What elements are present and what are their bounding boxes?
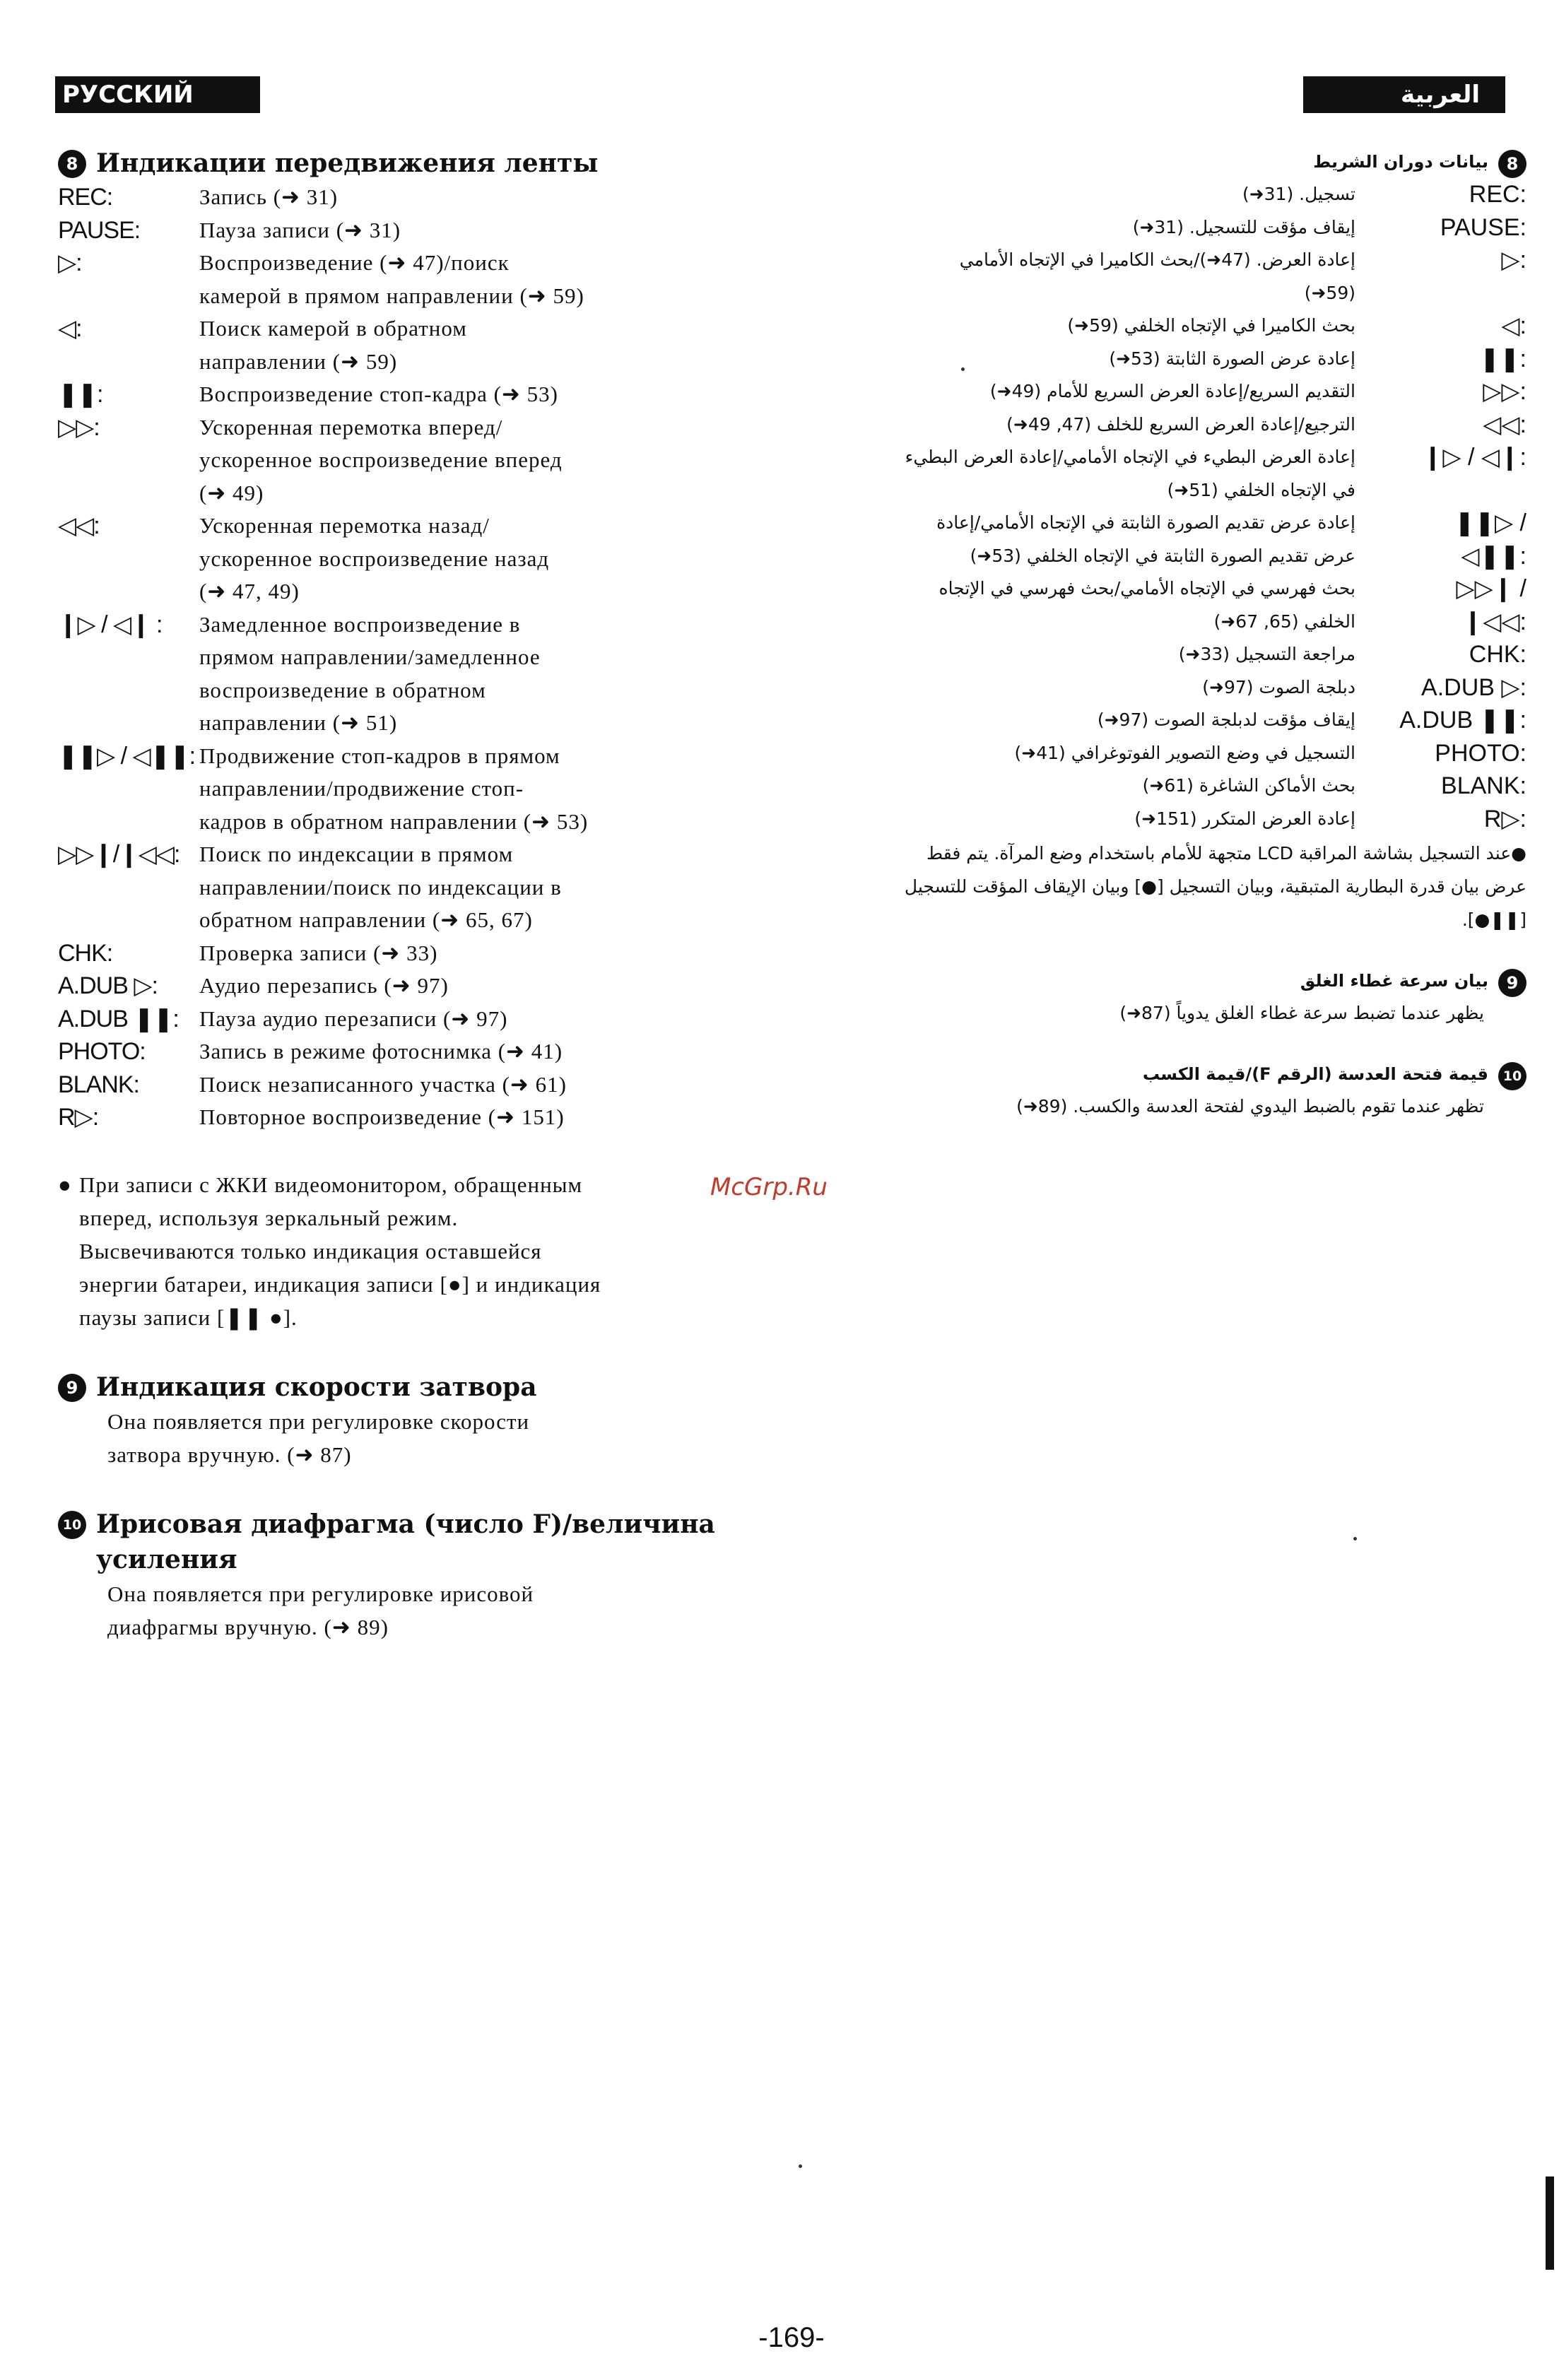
ar-tape-indicator-list [806,178,1526,835]
russian-column [58,146,772,1644]
indicator-description [806,375,1387,408]
description-line: إعادة عرض الصورة الثابتة (53➜) [1109,348,1355,369]
ar-section-8-title: بيانات دوران الشريط [1313,152,1488,172]
indicator-row [806,211,1526,245]
description-line: Поиск по индексации в прямом [199,842,514,866]
description-line: воспроизведение в обратном [199,677,486,702]
indicator-row [58,509,772,608]
description-line: обратном направлении (➜ 65, 67) [199,907,533,932]
indicator-description [199,937,772,970]
indicator-row [806,737,1526,770]
description-line: التقديم السريع/إعادة العرض السريع للأمام (49➜) [989,381,1355,401]
indicator-description [806,408,1387,442]
body-line: диафрагмы вручную. (➜ 89) [107,1614,389,1639]
description-line: Замедленное воспроизведение в [199,611,521,637]
indicator-symbol: ❙▷ / ◁❙: [1422,444,1526,471]
indicator-symbol: ◁◁: [58,512,100,539]
indicator-description [806,178,1387,211]
description-line: بحث الكاميرا في الإتجاه الخلفي (59➜) [1067,315,1355,336]
indicator-row [806,244,1526,310]
scan-speck [1353,1537,1357,1540]
section-number-9: 9 [1498,969,1526,997]
indicator-row [58,838,772,937]
indicator-row [58,970,772,1003]
description-line: Поиск незаписанного участка (➜ 61) [199,1071,567,1097]
indicator-row [58,1003,772,1036]
body-line: Она появляется при регулировке скорости [107,1408,530,1434]
section-number-9: 9 [58,1374,86,1402]
indicator-symbol: PAUSE: [58,216,141,244]
indicator-row [806,803,1526,836]
indicator-description [199,1101,772,1134]
indicator-description [199,509,772,608]
indicator-row [58,608,772,740]
indicator-symbol: ▷▷: [1483,378,1526,405]
indicator-row [806,441,1526,507]
description-line: بحث الأماكن الشاغرة (61➜) [1142,775,1355,796]
note-line: ●عند التسجيل بشاشة المراقبة LCD متجهة للأمام باستخدام وضع المرآة. يتم فقط [926,843,1526,864]
ar-section-9-title: بيان سرعة غطاء الغلق [1300,971,1488,991]
indicator-row [806,770,1526,803]
note-line: паузы записи [❚❚ ●]. [79,1304,298,1330]
indicator-row [58,181,772,214]
section-8-heading [58,146,772,181]
scan-speck [799,2164,802,2168]
indicator-symbol: R▷: [58,1104,99,1131]
indicator-symbol: ▷▷: [58,413,100,441]
indicator-row [58,1035,772,1068]
description-line: بحث فهرسي في الإتجاه الأمامي/بحث فهرسي في الإتجاه [939,578,1355,599]
indicator-symbol: CHK: [58,939,113,967]
indicator-row [58,411,772,510]
description-line: إيقاف مؤقت لدبلجة الصوت (97➜) [1097,709,1355,730]
description-line: направлении/продвижение стоп- [199,776,524,801]
indicator-symbol: ❚❚▷ / ◁❚❚: [1454,509,1526,570]
indicator-symbol: ▷: [58,249,82,276]
description-line: Воспроизведение стоп-кадра (➜ 53) [199,382,558,406]
indicator-description [199,740,772,839]
note-line: При записи с ЖКИ видеомонитором, обращенным [79,1172,583,1197]
description-line: التسجيل في وضع التصوير الفوتوغرافي (41➜) [1014,742,1355,763]
description-line: Ускоренная перемотка вперед/ [199,414,503,440]
description-line: (59➜) [1304,282,1355,303]
indicator-description [199,838,772,937]
indicator-row [806,704,1526,737]
body-line: затвора вручную. (➜ 87) [107,1442,352,1467]
section-10-body [58,1577,743,1644]
indicator-symbol: PHOTO: [1435,739,1526,767]
indicator-row [58,214,772,247]
indicator-description [806,244,1387,310]
indicator-description [806,507,1387,572]
indicator-description [199,181,772,214]
section-9-title: Индикация скорости затвора [96,1372,537,1402]
indicator-row [806,638,1526,671]
arabic-column [806,146,1526,1123]
description-line: направлении/поиск по индексации в [199,874,562,900]
description-line: Повторное воспроизведение (➜ 151) [199,1104,565,1129]
description-line: إعادة العرض. (47➜)/بحث الكاميرا في الإتجاه الأمامي [959,249,1355,270]
description-line: عرض تقديم الصورة الثابتة في الإتجاه الخلفي (53➜) [970,545,1355,566]
watermark-link[interactable]: McGrp.Ru [710,1173,828,1201]
indicator-description [199,214,772,247]
mirror-mode-note [58,1168,772,1334]
tape-indicator-list [58,181,772,1134]
indicator-description [199,608,772,740]
section-number-10: 10 [58,1511,86,1539]
indicator-description [806,310,1387,343]
indicator-description [806,671,1387,705]
indicator-row [58,937,772,970]
indicator-symbol: A.DUB ❚❚: [58,1005,179,1032]
description-line: ускоренное воспроизведение назад [199,546,550,571]
description-line: إعادة العرض البطيء في الإتجاه الأمامي/إعادة العرض البطيء [905,447,1355,467]
indicator-row [58,378,772,411]
note-line: вперед, используя зеркальный режим. [79,1205,459,1230]
description-line: Запись (➜ 31) [199,184,339,209]
page-edge-marker [1546,2176,1554,2270]
indicator-description [199,312,772,378]
ar-section-9-heading [806,965,1526,997]
indicator-symbol: ❚❚: [58,381,103,408]
indicator-description [806,704,1387,737]
description-line: камерой в прямом направлении (➜ 59) [199,283,584,308]
indicator-symbol: R▷: [1483,805,1526,832]
indicator-symbol: ▷: [1501,247,1526,273]
description-line: الترجيع/إعادة العرض السريع للخلف (47, 49➜) [1006,413,1355,435]
ar-section-8-heading [806,146,1526,178]
ar-mirror-mode-note [806,837,1526,936]
indicator-description [806,737,1387,770]
description-line: Воспроизведение (➜ 47)/поиск [199,250,510,275]
indicator-symbol: ◁◁: [1483,411,1526,438]
indicator-symbol: A.DUB ▷: [1421,673,1526,701]
section-10-heading [58,1507,772,1577]
indicator-symbol: ◁: [58,315,82,342]
description-line: Пауза записи (➜ 31) [199,217,401,242]
section-10-title [96,1507,715,1577]
body-line: Она появляется при регулировке ирисовой [107,1581,534,1606]
description-line: في الإتجاه الخلفي (51➜) [1167,479,1355,500]
indicator-symbol: A.DUB ▷: [58,972,158,999]
description-line: الخلفي (65, 67➜) [1213,611,1355,632]
indicator-symbol: PHOTO: [58,1038,146,1065]
description-line: Проверка записи (➜ 33) [199,940,438,965]
indicator-description [806,211,1387,245]
description-line: (➜ 47, 49) [199,579,300,603]
indicator-description [806,441,1387,507]
description-line: прямом направлении/замедленное [199,644,541,669]
description-line: إيقاف مؤقت للتسجيل. (31➜) [1132,216,1355,237]
indicator-symbol: REC: [1469,181,1526,208]
indicator-row [806,310,1526,343]
scan-speck [961,367,965,371]
ar-section-10-title: قيمة فتحة العدسة (الرقم F)/قيمة الكسب [1142,1064,1488,1084]
section-9-heading [58,1369,772,1405]
indicator-row [806,375,1526,408]
indicator-description [806,803,1387,836]
description-line: مراجعة التسجيل (33➜) [1178,644,1355,664]
indicator-row [58,1101,772,1134]
indicator-row [806,572,1526,638]
indicator-description [199,378,772,411]
description-line: Ускоренная перемотка назад/ [199,513,490,538]
note-line: энергии батареи, индикация записи [●] и индикация [79,1271,601,1297]
indicator-row [806,343,1526,376]
indicator-symbol: PAUSE: [1440,213,1526,241]
indicator-symbol: CHK: [1469,641,1526,668]
indicator-row [58,312,772,378]
description-line: Пауза аудио перезаписи (➜ 97) [199,1006,508,1031]
indicator-row [806,408,1526,442]
description-line: إعادة عرض تقديم الصورة الثابتة في الإتجاه الأمامي/إعادة [936,512,1355,533]
note-line: عرض بيان قدرة البطارية المتبقية، وبيان التسجيل [●] وبيان الإيقاف المؤقت للتسجيل [904,876,1526,897]
indicator-description [199,247,772,312]
note-line: Высвечиваются только индикация оставшейся [79,1238,542,1263]
indicator-description [199,411,772,510]
ar-section-10-heading [806,1058,1526,1090]
indicator-symbol: ▷▷❙ / ❙◁◁: [1456,575,1526,635]
description-line: Продвижение стоп-кадров в прямом [199,743,560,768]
section-number-8: 8 [58,150,86,178]
body-line: تظهر عندما تقوم بالضبط اليدوي لفتحة العدسة والكسب. (89➜) [1016,1096,1484,1117]
note-line: [❚❚●]. [1461,909,1526,930]
description-line: ускоренное воспроизведение вперед [199,447,563,472]
indicator-description [806,638,1387,671]
indicator-description [806,343,1387,376]
title-line: Ирисовая диафрагма (число F)/величина [96,1509,715,1539]
indicator-description [199,970,772,1003]
indicator-symbol: ❙▷ / ◁❙ : [58,611,163,638]
indicator-symbol: ▷▷❙/❙◁◁: [58,841,180,868]
indicator-symbol: A.DUB ❚❚: [1399,707,1526,734]
title-line: усиления [96,1544,237,1574]
language-tab-russian: РУССКИЙ ЯЗЫК [55,76,260,113]
section-8-title: Индикации передвижения ленты [96,148,599,178]
indicator-symbol: ❚❚▷ / ◁❚❚: [58,742,196,770]
page-number: -169- [758,2322,825,2353]
indicator-description [806,572,1387,638]
bullet-icon: ● [58,1172,72,1197]
indicator-symbol: BLANK: [1441,772,1526,799]
description-line: (➜ 49) [199,480,264,505]
indicator-row [58,740,772,839]
indicator-symbol: BLANK: [58,1071,139,1098]
description-line: кадров в обратном направлении (➜ 53) [199,808,589,834]
indicator-row [806,507,1526,572]
section-number-8: 8 [1498,150,1526,178]
section-number-10: 10 [1498,1062,1526,1090]
description-line: Аудио перезапись (➜ 97) [199,973,449,998]
indicator-description [199,1003,772,1036]
indicator-row [58,1068,772,1102]
description-line: إعادة العرض المتكرر (151➜) [1134,808,1355,829]
description-line: Поиск камерой в обратном [199,316,467,341]
indicator-row [58,247,772,312]
body-line: يظهر عندما تضبط سرعة غطاء الغلق يدوياً (87➜) [1119,1003,1484,1023]
ar-section-9-body [806,997,1526,1030]
indicator-description [806,770,1387,803]
indicator-symbol: ❚❚: [1479,345,1526,372]
indicator-row [806,178,1526,211]
description-line: تسجيل. (31➜) [1242,184,1355,204]
indicator-description [199,1035,772,1068]
indicator-symbol: ◁: [1501,312,1526,339]
description-line: направлении (➜ 59) [199,348,398,374]
indicator-row [806,671,1526,705]
language-tab-arabic: العربية [1303,76,1505,113]
description-line: направлении (➜ 51) [199,710,398,735]
indicator-symbol: REC: [58,184,113,211]
description-line: دبلجة الصوت (97➜) [1202,676,1355,697]
section-9-body [58,1405,743,1471]
description-line: Запись в режиме фотоснимка (➜ 41) [199,1039,563,1064]
indicator-description [199,1068,772,1102]
ar-section-10-body [806,1090,1526,1123]
